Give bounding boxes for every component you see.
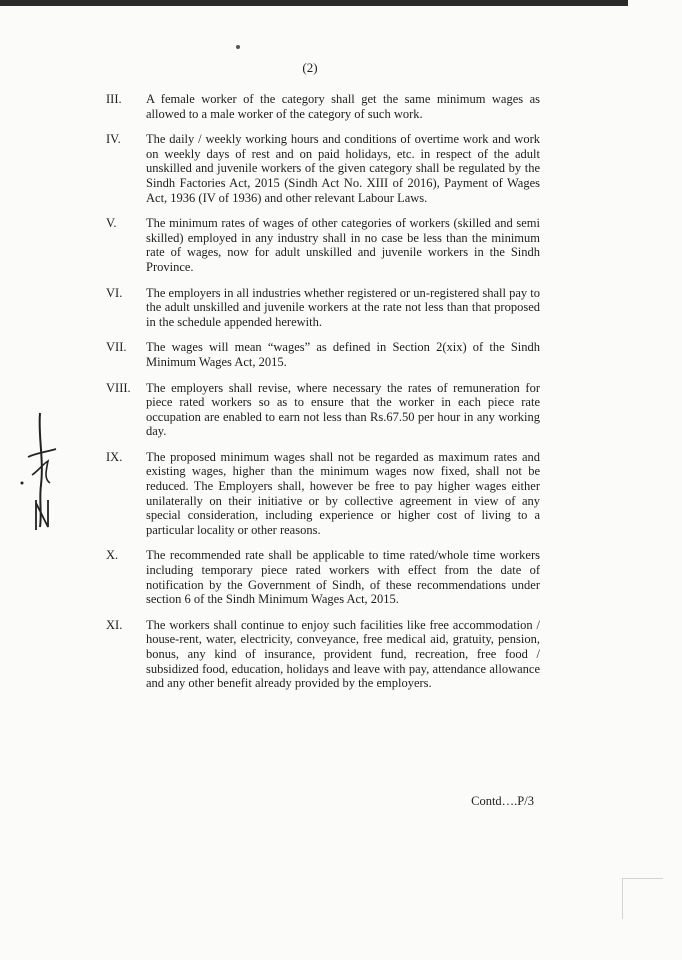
clause-numeral: III.: [106, 92, 122, 106]
clause-text: The minimum rates of wages of other categories of workers (skilled and semi skilled) employed in any industry shall in no case be less than the minimum rate of wages, now for adult unskilled and juvenile workers in the Sindh Province.: [146, 216, 540, 274]
clause-text: The employers shall revise, where necessary the rates of remuneration for piece rated workers so as to ensure that the worker in each piece rate occupation are enabled to earn not less than Rs.67.50 per hour in any working day.: [146, 380, 540, 439]
clause-numeral: IX.: [106, 449, 123, 464]
clause-numeral: XI.: [106, 617, 123, 632]
clause-item: [106, 286, 540, 330]
clause-numeral: V.: [106, 216, 117, 231]
clause-item: [106, 548, 540, 606]
continuation-note: Contd….P/3: [471, 794, 534, 808]
clause-numeral: IV.: [106, 132, 121, 147]
clause-numeral: VII.: [106, 340, 127, 355]
clause-text: The recommended rate shall be applicable to time rated/whole time workers including temporary piece rated workers with effect from the date of notification by the Government of Sindh, of these recommendations under section 6 of the Sindh Minimum Wages Act, 2015.: [146, 548, 540, 607]
clause-item: [106, 340, 540, 369]
clause-text: The proposed minimum wages shall not be regarded as maximum rates and existing wages, higher than the minimum wages now fixed, shall not be reduced. The Employers shall, however be free to pay higher wages either unilaterally on their initiative or by collective agreement in view of any special consideration, including experience or higher cost of living to a particular locality or other reasons.: [146, 449, 540, 537]
clause-item: [106, 450, 540, 538]
scan-speck: [236, 45, 240, 49]
clause-text: The workers shall continue to enjoy such facilities like free accommodation / house-rent, water, electricity, conveyance, free medical aid, gratuity, pension, bonus, any kind of insurance, provident fund, recreation, free food / subsidized food, education, holidays and leave with pay, attendance allowance and any other benefit already provided by the employers.: [146, 617, 540, 691]
scan-top-edge: [0, 0, 628, 6]
clause-item: [106, 132, 540, 205]
clause-text: The daily / weekly working hours and conditions of overtime work and work on weekly days of rest and on paid holidays, etc. in respect of the adult unskilled and juvenile workers of the given category shall be regulated by the Sindh Factories Act, 2015 (Sindh Act No. XIII of 2016), Payment of Wages Act, 1936 (IV of 1936) and other relevant Labour Laws.: [146, 132, 540, 205]
scan-corner-artifact: [622, 878, 663, 919]
clause-text: The employers in all industries whether registered or un-registered shall pay to the adult unskilled and juvenile workers at the rate not less than that proposed in the schedule appended herewith.: [146, 285, 540, 329]
clause-item: [106, 618, 540, 691]
page-number: (2): [302, 60, 318, 75]
clause-numeral: VI.: [106, 285, 123, 300]
clause-item: [106, 216, 540, 274]
clause-numeral: VIII.: [106, 380, 131, 395]
clause-list: [106, 92, 540, 702]
clause-item: [106, 92, 540, 121]
clause-text: A female worker of the category shall get the same minimum wages as allowed to a male worker of the category of such work.: [146, 92, 540, 121]
handwritten-signature: [18, 405, 68, 535]
clause-text: The wages will mean “wages” as defined in Section 2(xix) of the Sindh Minimum Wages Act, 2015.: [146, 340, 540, 369]
clause-numeral: X.: [106, 548, 119, 563]
clause-item: [106, 381, 540, 439]
